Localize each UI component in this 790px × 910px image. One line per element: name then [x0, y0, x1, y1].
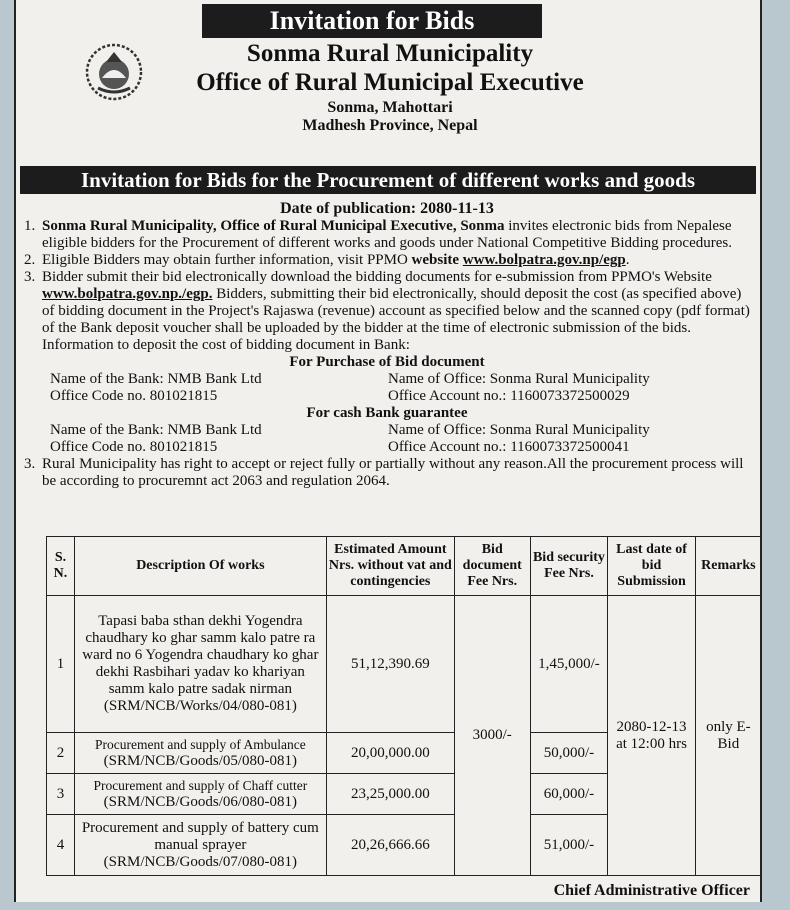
clause-number: 1.	[24, 218, 36, 234]
doc-fee-cell: 3000/-	[454, 596, 530, 876]
notice-subtitle: Invitation for Bids for the Procurement of different works and goods	[20, 166, 756, 194]
location: Sonma, Mahottari	[327, 99, 453, 116]
row-sn: 4	[47, 815, 75, 876]
guarantee-bank-name: Name of the Bank: NMB Bank Ltd	[50, 422, 262, 438]
clause-text: invites electronic bids from Nepalese eligible bidders for the Procurement of different works and goods under National Competitive Bidding procedures.	[42, 218, 732, 251]
guarantee-office-code: Office Code no. 801021815	[50, 439, 218, 455]
header-security-fee: Bid security Fee Nrs.	[530, 537, 608, 596]
description-text: Tapasi baba sthan dekhi Yogendra chaudhary ko ghar samm kalo patre ra ward no 6 Yogendra chaudhary ko ghar dekhi Rasbihari yadav ko khariyan samm kalo patre sadak nirman	[82, 613, 319, 697]
guarantee-code-row	[24, 439, 750, 456]
last-date-cell: 2080-12-13 at 12:00 hrs	[608, 596, 695, 876]
row-estimated-amount: 20,26,666.66	[326, 815, 454, 876]
row-security-fee: 51,000/-	[530, 815, 608, 876]
clause-2	[24, 252, 750, 269]
description-text: Procurement and supply of Ambulance	[95, 737, 306, 752]
purchase-account: Office Account no.: 1160073372500029	[388, 388, 630, 404]
purchase-bank-name: Name of the Bank: NMB Bank Ltd	[50, 371, 262, 387]
municipality-name: Sonma Rural Municipality	[246, 40, 534, 67]
description-ref: (SRM/NCB/Works/04/080-081)	[103, 698, 297, 714]
row-description	[74, 774, 326, 815]
purchase-bank-row	[24, 371, 750, 388]
purchase-office-name: Name of Office: Sonma Rural Municipality	[388, 371, 650, 387]
clause-text: Eligible Bidders may obtain further information, visit PPMO	[42, 252, 412, 268]
clause-text: Rural Municipality has right to accept or reject fully or partially without any reason.All the procurement process will be according to procuremnt act 2063 and regulation 2064.	[42, 456, 744, 489]
guarantee-heading: For cash Bank guarantee	[306, 405, 468, 421]
header-last-date: Last date of bid Submission	[608, 537, 695, 596]
publication-date: Date of publication: 2080-11-13	[280, 200, 494, 217]
row-sn: 3	[47, 774, 75, 815]
clause-text-end: .	[625, 252, 630, 268]
row-description	[74, 815, 326, 876]
ppmo-link[interactable]: www.bolpatra.gov.np/egp	[462, 252, 626, 268]
clause-bold: website	[411, 252, 460, 268]
office-name: Office of Rural Municipal Executive	[196, 69, 584, 96]
row-sn: 2	[47, 733, 75, 774]
purchase-office-code: Office Code no. 801021815	[50, 388, 218, 404]
clause-number: 2.	[24, 252, 36, 268]
row-description	[74, 733, 326, 774]
signatory: Chief Administrative Officer	[553, 882, 750, 899]
remarks-cell: only E-Bid	[695, 596, 761, 876]
description-text: Procurement and supply of battery cum manual sprayer	[81, 819, 319, 853]
row-description	[74, 596, 326, 733]
guarantee-account: Office Account no.: 1160073372500041	[388, 439, 630, 455]
clause-text-end: Bidders, submitting their bid electronically, should deposit the cost (as specified above) of bidding document in the Project's Rajaswa (revenue) account as specified below and the scanned copy (pdf format) of the Bank deposit voucher shall be uploaded by the bidder at the time of electronic submission of the bids. Information to deposit the cost of bidding document in Bank:	[42, 286, 750, 353]
description-text: Procurement and supply of Chaff cutter	[93, 778, 308, 793]
clause-4	[24, 456, 750, 490]
guarantee-office-name: Name of Office: Sonma Rural Municipality	[388, 422, 650, 438]
header-sn: S. N.	[47, 537, 75, 596]
row-estimated-amount: 20,00,000.00	[326, 733, 454, 774]
notice-body	[24, 200, 750, 490]
row-estimated-amount: 51,12,390.69	[326, 596, 454, 733]
row-sn: 1	[47, 596, 75, 733]
guarantee-bank-row	[24, 422, 750, 439]
row-security-fee: 50,000/-	[530, 733, 608, 774]
clause-text: Bidder submit their bid electronically download the bidding documents for e-submission from PPMO's Website	[42, 269, 712, 285]
header-description: Description Of works	[74, 537, 326, 596]
row-security-fee: 1,45,000/-	[530, 596, 608, 733]
description-ref: (SRM/NCB/Goods/07/080-081)	[103, 853, 298, 870]
purchase-heading: For Purchase of Bid document	[289, 354, 485, 370]
table-row	[47, 596, 762, 733]
ppmo-link[interactable]: www.bolpatra.gov.np./egp.	[42, 286, 213, 302]
description-ref: (SRM/NCB/Goods/05/080-081)	[103, 753, 298, 769]
clause-bold: Sonma Rural Municipality, Office of Rural Municipal Executive, Sonma	[42, 218, 505, 234]
clause-3	[24, 269, 750, 354]
banner-title: Invitation for Bids	[202, 4, 542, 38]
header-remarks: Remarks	[695, 537, 761, 596]
clause-1	[24, 218, 750, 252]
notice-page	[14, 0, 762, 902]
table-header-row	[47, 537, 762, 596]
header-estimated-amount: Estimated Amount Nrs. without vat and contingencies	[326, 537, 454, 596]
clause-number: 3.	[24, 456, 36, 472]
header-doc-fee: Bid document Fee Nrs.	[454, 537, 530, 596]
description-ref: (SRM/NCB/Goods/06/080-081)	[103, 794, 298, 810]
bids-table	[46, 536, 762, 876]
purchase-code-row	[24, 388, 750, 405]
row-security-fee: 60,000/-	[530, 774, 608, 815]
province: Madhesh Province, Nepal	[302, 117, 478, 134]
row-estimated-amount: 23,25,000.00	[326, 774, 454, 815]
clause-number: 3.	[24, 269, 36, 285]
